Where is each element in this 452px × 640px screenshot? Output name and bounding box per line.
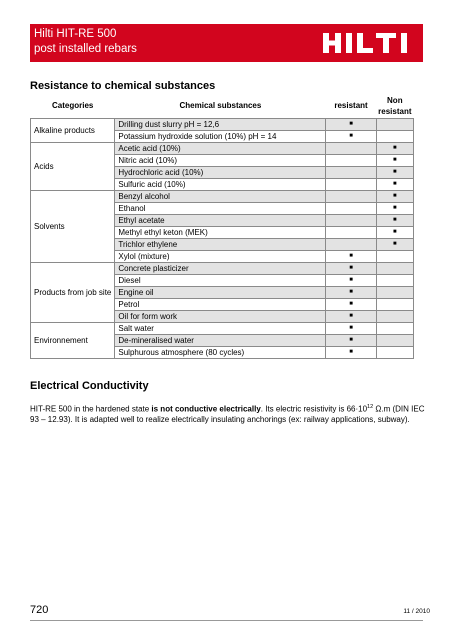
table-row [31,190,414,202]
square-mark-icon: ■ [393,193,397,199]
section-title-chemical: Resistance to chemical substances [30,80,216,92]
resistant-cell [326,346,376,358]
header-title-line1: Hilti HIT-RE 500 [34,28,117,40]
square-mark-icon: ■ [349,121,353,127]
square-mark-icon: ■ [393,157,397,163]
category-cell: Alkaline products [31,118,115,142]
substance-cell: Sulfuric acid (10%) [115,178,326,190]
square-mark-icon: ■ [349,325,353,331]
substance-cell: De-mineralised water [115,334,326,346]
header-title [34,27,137,57]
page-number: 720 [30,604,49,616]
table-row [31,262,414,274]
square-mark-icon: ■ [349,349,353,355]
page-header [30,24,423,62]
square-mark-icon: ■ [393,205,397,211]
substance-cell: Potassium hydroxide solution (10%) pH = 14 [115,130,326,142]
substance-cell: Xylol (mixture) [115,250,326,262]
substance-cell: Trichlor ethylene [115,238,326,250]
substance-cell: Petrol [115,298,326,310]
non-resistant-cell [376,118,413,130]
non-resistant-cell [376,202,413,214]
substance-cell: Concrete plasticizer [115,262,326,274]
category-cell: Acids [31,142,115,190]
square-mark-icon: ■ [393,145,397,151]
resistant-cell [326,310,376,322]
category-cell: Solvents [31,190,115,262]
square-mark-icon: ■ [393,181,397,187]
non-resistant-cell [376,346,413,358]
substance-cell: Ethyl acetate [115,214,326,226]
substance-cell: Acetic acid (10%) [115,142,326,154]
square-mark-icon: ■ [349,313,353,319]
resistant-cell [326,322,376,334]
table-header-row [31,94,414,118]
non-resistant-cell [376,274,413,286]
non-resistant-cell [376,166,413,178]
non-resistant-cell [376,238,413,250]
non-resistant-cell [376,190,413,202]
table-row [31,322,414,334]
substance-cell: Diesel [115,274,326,286]
footer-divider [30,620,423,621]
non-resistant-cell [376,250,413,262]
square-mark-icon: ■ [349,133,353,139]
resistant-cell [326,238,376,250]
substance-cell: Benzyl alcohol [115,190,326,202]
para-bold: is not conductive electrically [151,404,261,414]
square-mark-icon: ■ [349,337,353,343]
para-text-3: Ω.m (DIN IEC 93 – 12.93). It is adapted well to realize electrically insulating anchorings (ex: railway applications, subway). [30,404,425,424]
para-exponent: 12 [367,404,374,410]
resistant-cell [326,274,376,286]
para-text-1: HIT-RE 500 in the hardened state [30,404,152,414]
substance-cell: Oil for form work [115,310,326,322]
square-mark-icon: ■ [349,265,353,271]
table-body [31,118,414,358]
substance-cell: Sulphurous atmosphere (80 cycles) [115,346,326,358]
substance-cell: Drilling dust slurry pH = 12,6 [115,118,326,130]
substance-cell: Hydrochloric acid (10%) [115,166,326,178]
category-cell: Products from job site [31,262,115,322]
header-categories: Categories [52,101,94,111]
non-resistant-cell [376,142,413,154]
section-title-electrical: Electrical Conductivity [30,380,149,392]
resistant-cell [326,262,376,274]
chemical-resistance-table [30,94,414,359]
resistant-cell [326,142,376,154]
table-row [31,118,414,130]
non-resistant-cell [376,286,413,298]
hilti-logo [323,33,411,53]
resistant-cell [326,130,376,142]
resistant-cell [326,250,376,262]
table-row [31,142,414,154]
header-title-line2: post installed rebars [34,43,137,55]
non-resistant-cell [376,130,413,142]
square-mark-icon: ■ [349,277,353,283]
category-cell: Environnement [31,322,115,358]
substance-cell: Ethanol [115,202,326,214]
non-resistant-cell [376,310,413,322]
resistant-cell [326,190,376,202]
substance-cell: Methyl ethyl keton (MEK) [115,226,326,238]
header-substances: Chemical substances [179,101,262,111]
square-mark-icon: ■ [393,169,397,175]
square-mark-icon: ■ [349,289,353,295]
resistant-cell [326,118,376,130]
substance-cell: Salt water [115,322,326,334]
non-resistant-cell [376,178,413,190]
non-resistant-cell [376,262,413,274]
square-mark-icon: ■ [349,301,353,307]
non-resistant-cell [376,154,413,166]
non-resistant-cell [376,322,413,334]
square-mark-icon: ■ [349,253,353,259]
header-non-resistant: Non resistant [378,95,412,116]
resistant-cell [326,226,376,238]
footer-date: 11 / 2010 [403,608,430,615]
resistant-cell [326,214,376,226]
resistant-cell [326,154,376,166]
square-mark-icon: ■ [393,217,397,223]
resistant-cell [326,202,376,214]
substance-cell: Nitric acid (10%) [115,154,326,166]
substance-cell: Engine oil [115,286,326,298]
electrical-paragraph [30,402,425,425]
square-mark-icon: ■ [393,241,397,247]
non-resistant-cell [376,298,413,310]
para-text-2: . Its electric resistivity is 66·10 [260,404,368,414]
square-mark-icon: ■ [393,229,397,235]
non-resistant-cell [376,334,413,346]
resistant-cell [326,166,376,178]
header-resistant: resistant [334,101,368,111]
non-resistant-cell [376,214,413,226]
resistant-cell [326,286,376,298]
resistant-cell [326,178,376,190]
resistant-cell [326,298,376,310]
non-resistant-cell [376,226,413,238]
resistant-cell [326,334,376,346]
